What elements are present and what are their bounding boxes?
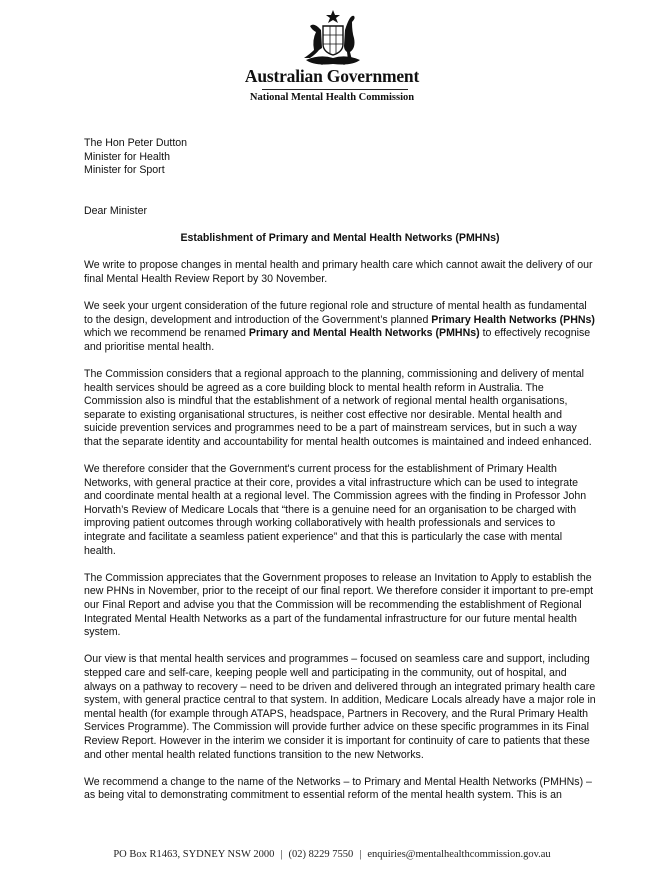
agency-name: National Mental Health Commission (249, 92, 415, 103)
paragraph (84, 300, 596, 354)
bold-term: Primary Health Networks (PHNs) (431, 313, 595, 326)
salutation: Dear Minister (84, 204, 147, 217)
letter-subject: Establishment of Primary and Mental Health Networks (PMHNs) (180, 231, 500, 244)
paragraph-text: which we recommend be renamed (84, 327, 249, 340)
recipient-block (84, 137, 596, 178)
footer-email[interactable]: enquiries@mentalhealthcommission.gov.au (367, 849, 551, 860)
paragraph: We write to propose changes in mental health and primary health care which cannot await the delivery of our final Mental Health Review Report by 30 November. (84, 259, 593, 285)
coat-of-arms-emblem (292, 8, 374, 70)
footer-address: PO Box R1463, SYDNEY NSW 2000 (113, 849, 275, 860)
recipient-role: Minister for Sport (84, 164, 165, 177)
footer-separator: | (359, 849, 362, 860)
paragraph: The Commission appreciates that the Government proposes to release an Invitation to Apply to establish the new PHNs in November, prior to the receipt of our final report. We therefore consider it important to pre-empt our Final Report and advise you that the Commission will be recommending the establishment of Regional Integrated Mental Health Networks as a part of the fundamental infrastructure for our future mental health system. (84, 571, 594, 639)
paragraph: Our view is that mental health services and programmes – focused on seamless care and support, including stepped care and self-care, keeping people well and participating in the community, out of hospital, and always on a pathway to recovery – need to be driven and delivered through an integrated primary health care system, with general practice central to that system. In addition, Medicare Locals already have a major role in mental health (for example through ATAPS, headspace, Partners in Recovery, and the Rural Primary Health Services Programme). The Commission will provide further advice on these specific programmes in its Final Review Report. However in the interim we consider it is important for continuity of care to patients that these and other mental health related functions transition to the new Networks. (84, 653, 596, 761)
footer-separator: | (280, 849, 283, 860)
paragraph: We recommend a change to the name of the Networks – to Primary and Mental Health Networks (PMHNs) – as being vital to demonstrating commitment to essential reform of the mental health system. This is an (84, 775, 592, 802)
paragraph-text: We seek your urgent consideration of the future regional role and structure of mental health as fundamental to the design, development and introduction of the Government’s planned (84, 299, 587, 326)
footer-contact (0, 849, 664, 860)
header-divider (262, 89, 408, 90)
recipient-name: The Hon Peter Dutton (84, 137, 188, 149)
recipient-role: Minister for Health (84, 150, 170, 163)
paragraph-text: to effectively recognise and prioritise mental health. (84, 327, 591, 353)
footer-phone: (02) 8229 7550 (288, 849, 354, 860)
government-title: Australian Government (244, 66, 420, 86)
letter-body (84, 137, 596, 817)
paragraph: The Commission considers that a regional approach to the planning, commissioning and delivery of mental health services should be agreed as a core building block to mental health reform in Australia. The Commission also is mindful that the establishment of a network of regional mental health organisations, separate to existing organisational structures, is neither cost effective nor desirable. Mental health and suicide prevention services and programmes need to be a part of mainstream services, but in such a way that the separate identity and accountability for mental health outcomes is maintained and indeed enhanced. (84, 367, 592, 448)
bold-term: Primary and Mental Health Networks (PMHNs) (248, 327, 480, 340)
paragraph: We therefore consider that the Government's current process for the establishment of Primary Health Networks, with general practice at their core, provides a vital infrastructure which can be used to integrate and coordinate mental health at a regional level. The Commission agrees with the finding in Professor John Horvath’s Review of Medicare Locals that “there is a genuine need for an organisation to be charged with improving patient outcomes through working collaboratively with health professionals and services to integrate and facilitate a seamless patient experience” and that this is particularly the case with mental health. (84, 463, 587, 557)
